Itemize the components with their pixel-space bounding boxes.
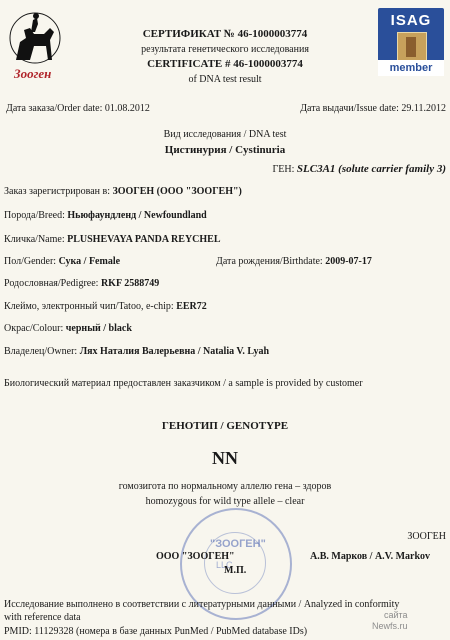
dna-test-label: Вид исследования / DNA test <box>163 129 287 140</box>
colour-value: черный / black <box>65 323 132 334</box>
birthdate-row <box>216 256 372 267</box>
stamp-subtext: LLC <box>216 560 233 570</box>
breed-value: Ньюфаундленд / Newfoundland <box>67 210 207 221</box>
watermark-line-1: сайта <box>383 610 408 620</box>
isag-member-label: member <box>378 60 444 76</box>
pedigree-label: Родословная/Pedigree: <box>4 278 99 289</box>
material-note: Биологический материал предоставлен заказчиком / a sample is provided by customer <box>4 378 363 389</box>
footer-line-3: PMID: 11129328 (номера в базе данных PunMed / PubMed database IDs) <box>4 626 308 637</box>
colour-row <box>4 323 132 334</box>
certificate-subtitle-en: of DNA test result <box>188 74 262 85</box>
chip-label: Клеймо, электронный чип/Tatoo, e-chip: <box>4 301 174 312</box>
org-name-right: ЗООГЕН <box>407 531 446 542</box>
gene-line <box>273 163 447 175</box>
watermark-line-2: Newfs.ru <box>372 621 408 631</box>
certificate-title-en: CERTIFICATE # 46-1000003774 <box>147 58 303 70</box>
pedigree-row <box>4 278 159 289</box>
isag-title: ISAG <box>390 12 432 29</box>
logo-text: Зоогeн <box>14 66 52 81</box>
gene-value: SLC3A1 (solute carrier family 3) <box>296 163 446 175</box>
breed-label: Порода/Breed: <box>4 210 65 221</box>
birthdate-value: 2009-07-17 <box>325 256 372 267</box>
signer-name: А.В. Марков / A.V. Markov <box>310 551 431 562</box>
gender-label: Пол/Gender: <box>4 256 57 267</box>
name-row <box>4 234 221 245</box>
owner-label: Владелец/Owner: <box>4 346 78 357</box>
pedigree-value: RKF 2588749 <box>100 278 160 289</box>
certificate-subtitle-ru: результата генетического исследования <box>141 44 309 55</box>
dna-test-name: Цистинурия / Cystinuria <box>164 144 286 156</box>
gender-value: Сука / Female <box>58 256 121 267</box>
genotype-label: ГЕНОТИП / GENOTYPE <box>161 420 289 432</box>
gender-row <box>4 256 120 267</box>
breed-row <box>4 210 207 221</box>
chip-row <box>4 301 207 312</box>
name-label: Кличка/Name: <box>4 234 65 245</box>
certificate-title-ru: СЕРТИФИКАТ № 46-1000003774 <box>142 28 308 40</box>
genotype-desc-en: homozygous for wild type allele – clear <box>145 496 305 507</box>
owner-value: Лях Наталия Валерьевна / Natalia V. Lyah <box>79 346 270 357</box>
name-value: PLUSHEVAYA PANDA REYCHEL <box>67 234 221 245</box>
registered-value: ЗООГЕН (ООО "ЗООГЕН") <box>112 186 242 197</box>
gene-label: ГЕН: <box>272 164 295 175</box>
stamp-text: "ЗООГЕН" <box>210 538 266 550</box>
issue-date: Дата выдачи/Issue date: 29.11.2012 <box>300 103 446 114</box>
genotype-value: NN <box>212 448 238 468</box>
owner-row <box>4 346 269 357</box>
footer-line-1: Исследование выполнено в соответствии с литературными данными / Analyzed in conformity <box>4 599 400 610</box>
chip-value: EER72 <box>176 301 207 312</box>
footer-line-2: with reference data <box>4 612 81 623</box>
colour-label: Окрас/Colour: <box>4 323 64 334</box>
org-name-left: ООО "ЗООГЕН" <box>156 551 235 562</box>
site-watermark <box>372 610 408 632</box>
birthdate-label: Дата рождения/Birthdate: <box>216 256 323 267</box>
registered-row <box>4 186 242 197</box>
order-date: Дата заказа/Order date: 01.08.2012 <box>6 103 150 114</box>
registered-label: Заказ зарегистрирован в: <box>4 186 110 197</box>
seal-mark: М.П. <box>224 565 247 576</box>
genotype-desc-ru: гомозигота по нормальному аллелю гена – здоров <box>118 481 332 492</box>
